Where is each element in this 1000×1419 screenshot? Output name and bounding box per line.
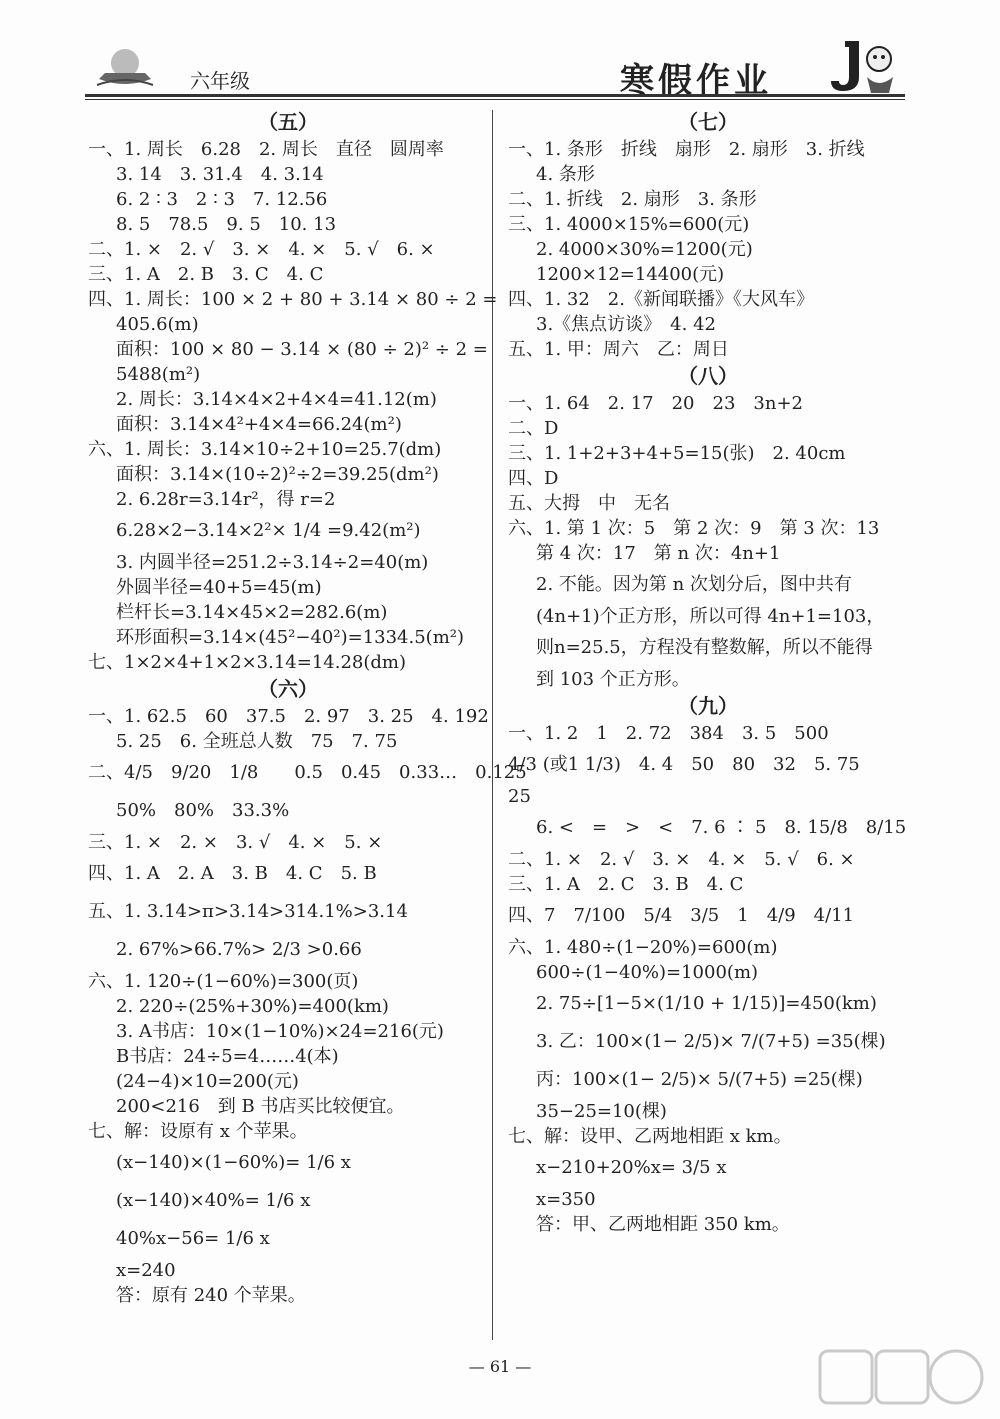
section-title-9: （九） [678, 694, 738, 718]
answer-line: 40%x−56= 1/6 x [116, 1228, 270, 1249]
answer-line: 二、1. 折线 2. 扇形 3. 条形 [508, 189, 757, 210]
answer-line: 三、1. A 2. B 3. C 4. C [88, 264, 324, 285]
answer-line: 4/3 (或1 1/3) 4. 4 50 80 32 5. 75 [508, 754, 860, 775]
answer-line: 五、1. 甲：周六 乙：周日 [508, 339, 729, 360]
answer-line: 到 103 个正方形。 [536, 669, 690, 690]
answer-line: (24−4)×10=200(元) [116, 1071, 299, 1092]
answer-line: 三、1. 4000×15%=600(元) [508, 214, 750, 235]
answer-line: x−210+20%x= 3/5 x [536, 1157, 727, 1178]
answer-line: 1200×12=14400(元) [536, 264, 725, 285]
book-title: 寒假作业 [620, 61, 772, 101]
answer-line: 六、1. 480÷(1−20%)=600(m) [508, 937, 778, 958]
answer-line: 则n=25.5，方程没有整数解，所以不能得 [536, 637, 873, 658]
answer-line: 2. 4000×30%=1200(元) [536, 239, 753, 260]
watermark-stamp-icon [816, 1345, 986, 1411]
answer-line: 50% 80% 33.3% [116, 800, 290, 821]
answer-line: 二、4/5 9/20 1/8 0.5 0.45 0.33… 0.125 [88, 762, 527, 783]
answer-line: 600÷(1−40%)=1000(m) [536, 962, 759, 983]
answer-line: 4. 条形 [536, 164, 595, 185]
answer-line: B书店：24÷5=4……4(本) [116, 1046, 339, 1067]
section-title-8: （八） [678, 364, 738, 388]
answer-line: 七、解：设甲、乙两地相距 x km。 [508, 1126, 792, 1147]
answer-line: 栏杆长=3.14×45×2=282.6(m) [116, 602, 388, 623]
answer-line: x=240 [116, 1260, 176, 1281]
answer-line: 三、1. A 2. C 3. B 4. C [508, 874, 744, 895]
answer-line: 三、1. 1+2+3+4+5=15(张) 2. 40cm [508, 443, 846, 464]
answer-line: 六、1. 120÷(1−60%)=300(页) [88, 971, 359, 992]
answer-line: 一、1. 62.5 60 37.5 2. 97 3. 25 4. 192 [88, 706, 489, 727]
answer-line: 二、D [508, 418, 559, 439]
answer-line: 3. 内圆半径=251.2÷3.14÷2=40(m) [116, 552, 429, 573]
page-header [85, 35, 905, 101]
answer-line: 6.28×2−3.14×2²× 1/4 =9.42(m²) [116, 520, 421, 541]
answer-line: 第 4 次：17 第 n 次：4n+1 [536, 543, 781, 564]
answer-line: (x−140)×(1−60%)= 1/6 x [116, 1152, 351, 1173]
answer-line: 面积：3.14×(10÷2)²÷2=39.25(dm²) [116, 464, 439, 485]
answer-line: (x−140)×40%= 1/6 x [116, 1190, 311, 1211]
answer-line: 六、1. 周长：3.14×10÷2+10=25.7(dm) [88, 439, 442, 460]
answer-line: 3. 14 3. 31.4 4. 3.14 [116, 164, 324, 185]
answer-line: 200<216 到 B 书店买比较便宜。 [116, 1096, 405, 1117]
answer-line: 七、解：设原有 x 个苹果。 [88, 1121, 308, 1142]
answer-line: 六、1. 第 1 次：5 第 2 次：9 第 3 次：13 [508, 518, 880, 539]
answer-line: 四、1. A 2. A 3. B 4. C 5. B [88, 863, 377, 884]
answer-line: 35−25=10(棵) [536, 1101, 667, 1122]
answer-line: 一、1. 条形 折线 扇形 2. 扇形 3. 折线 [508, 139, 865, 160]
answer-line: 丙：100×(1− 2/5)× 5/(7+5) =25(棵) [536, 1069, 863, 1090]
answer-line: 二、1. × 2. √ 3. × 4. × 5. √ 6. × [508, 849, 855, 870]
answer-line: 一、1. 2 1 2. 72 384 3. 5 500 [508, 723, 829, 744]
answer-line: 七、1×2×4+1×2×3.14=14.28(dm) [88, 652, 406, 673]
answer-line: 5. 25 6. 全班总人数 75 7. 75 [116, 731, 398, 752]
answer-line: 5488(m²) [116, 364, 201, 385]
answer-line: 四、1. 32 2.《新闻联播》《大风车》 [508, 289, 814, 310]
answer-line: 一、1. 周长 6.28 2. 周长 直径 圆周率 [88, 139, 444, 160]
left-column [88, 108, 527, 1308]
answer-line: 6. 2 ∶ 3 2 ∶ 3 7. 12.56 [116, 189, 328, 210]
answer-line: 外圆半径=40+5=45(m) [116, 577, 322, 598]
header-rule-thin [85, 99, 905, 100]
header-rule [85, 94, 905, 97]
answer-line: 四、D [508, 468, 559, 489]
answer-line: 五、大拇 中 无名 [508, 493, 670, 514]
answer-line: x=350 [536, 1189, 596, 1210]
answer-line: 2. 67%>66.7%> 2/3 >0.66 [116, 939, 362, 960]
answer-line: 3. A书店：10×(1−10%)×24=216(元) [116, 1021, 444, 1042]
answer-line: 3.《焦点访谈》 4. 42 [536, 314, 716, 335]
answer-line: 2. 周长：3.14×4×2+4×4=41.12(m) [116, 389, 437, 410]
answer-line: 四、1. 周长：100 × 2 + 80 + 3.14 × 80 ÷ 2 = [88, 289, 498, 310]
letter-j-mascot-icon [825, 37, 900, 95]
answer-line: 2. 75÷[1−5×(1/10 + 1/15)]=450(km) [536, 993, 877, 1014]
answer-line: 四、7 7/100 5/4 3/5 1 4/9 4/11 [508, 905, 855, 926]
answer-line: 面积：100 × 80 − 3.14 × (80 ÷ 2)² ÷ 2 = [116, 339, 488, 360]
answer-line: 3. 乙：100×(1− 2/5)× 7/(7+5) =35(棵) [536, 1031, 886, 1052]
grade-label: 六年级 [190, 69, 250, 93]
answer-line: 答：甲、乙两地相距 350 km。 [536, 1214, 790, 1235]
answer-line: 8. 5 78.5 9. 5 10. 13 [116, 214, 337, 235]
answer-line: 五、1. 3.14>π>3.14>314.1%>3.14 [88, 901, 408, 922]
page-number: — 61 — [468, 1357, 532, 1376]
section-title-5: （五） [258, 110, 318, 134]
answer-line: 6. < = > < 7. 6 ∶ 5 8. 15/8 8/15 [536, 817, 907, 838]
boat-logo-icon [95, 45, 155, 89]
answer-line: 2. 6.28r=3.14r²，得 r=2 [116, 489, 336, 510]
answer-line: 答：原有 240 个苹果。 [116, 1285, 306, 1306]
answer-line: 环形面积=3.14×(45²−40²)=1334.5(m²) [116, 627, 465, 648]
answer-line: 面积：3.14×4²+4×4=66.24(m²) [116, 414, 402, 435]
answer-line: 二、1. × 2. √ 3. × 4. × 5. √ 6. × [88, 239, 435, 260]
section-title-7: （七） [678, 110, 738, 134]
answer-line: 405.6(m) [116, 314, 199, 335]
right-column [508, 108, 908, 1237]
answer-line: (4n+1)个正方形，所以可得 4n+1=103， [536, 606, 885, 627]
answer-line: 2. 不能。因为第 n 次划分后，图中共有 [536, 574, 852, 595]
answer-line: 25 [508, 786, 531, 807]
answer-line: 2. 220÷(25%+30%)=400(km) [116, 996, 389, 1017]
section-title-6: （六） [258, 677, 318, 701]
answer-line: 一、1. 64 2. 17 20 23 3n+2 [508, 393, 803, 414]
answer-line: 三、1. × 2. × 3. √ 4. × 5. × [88, 832, 383, 853]
